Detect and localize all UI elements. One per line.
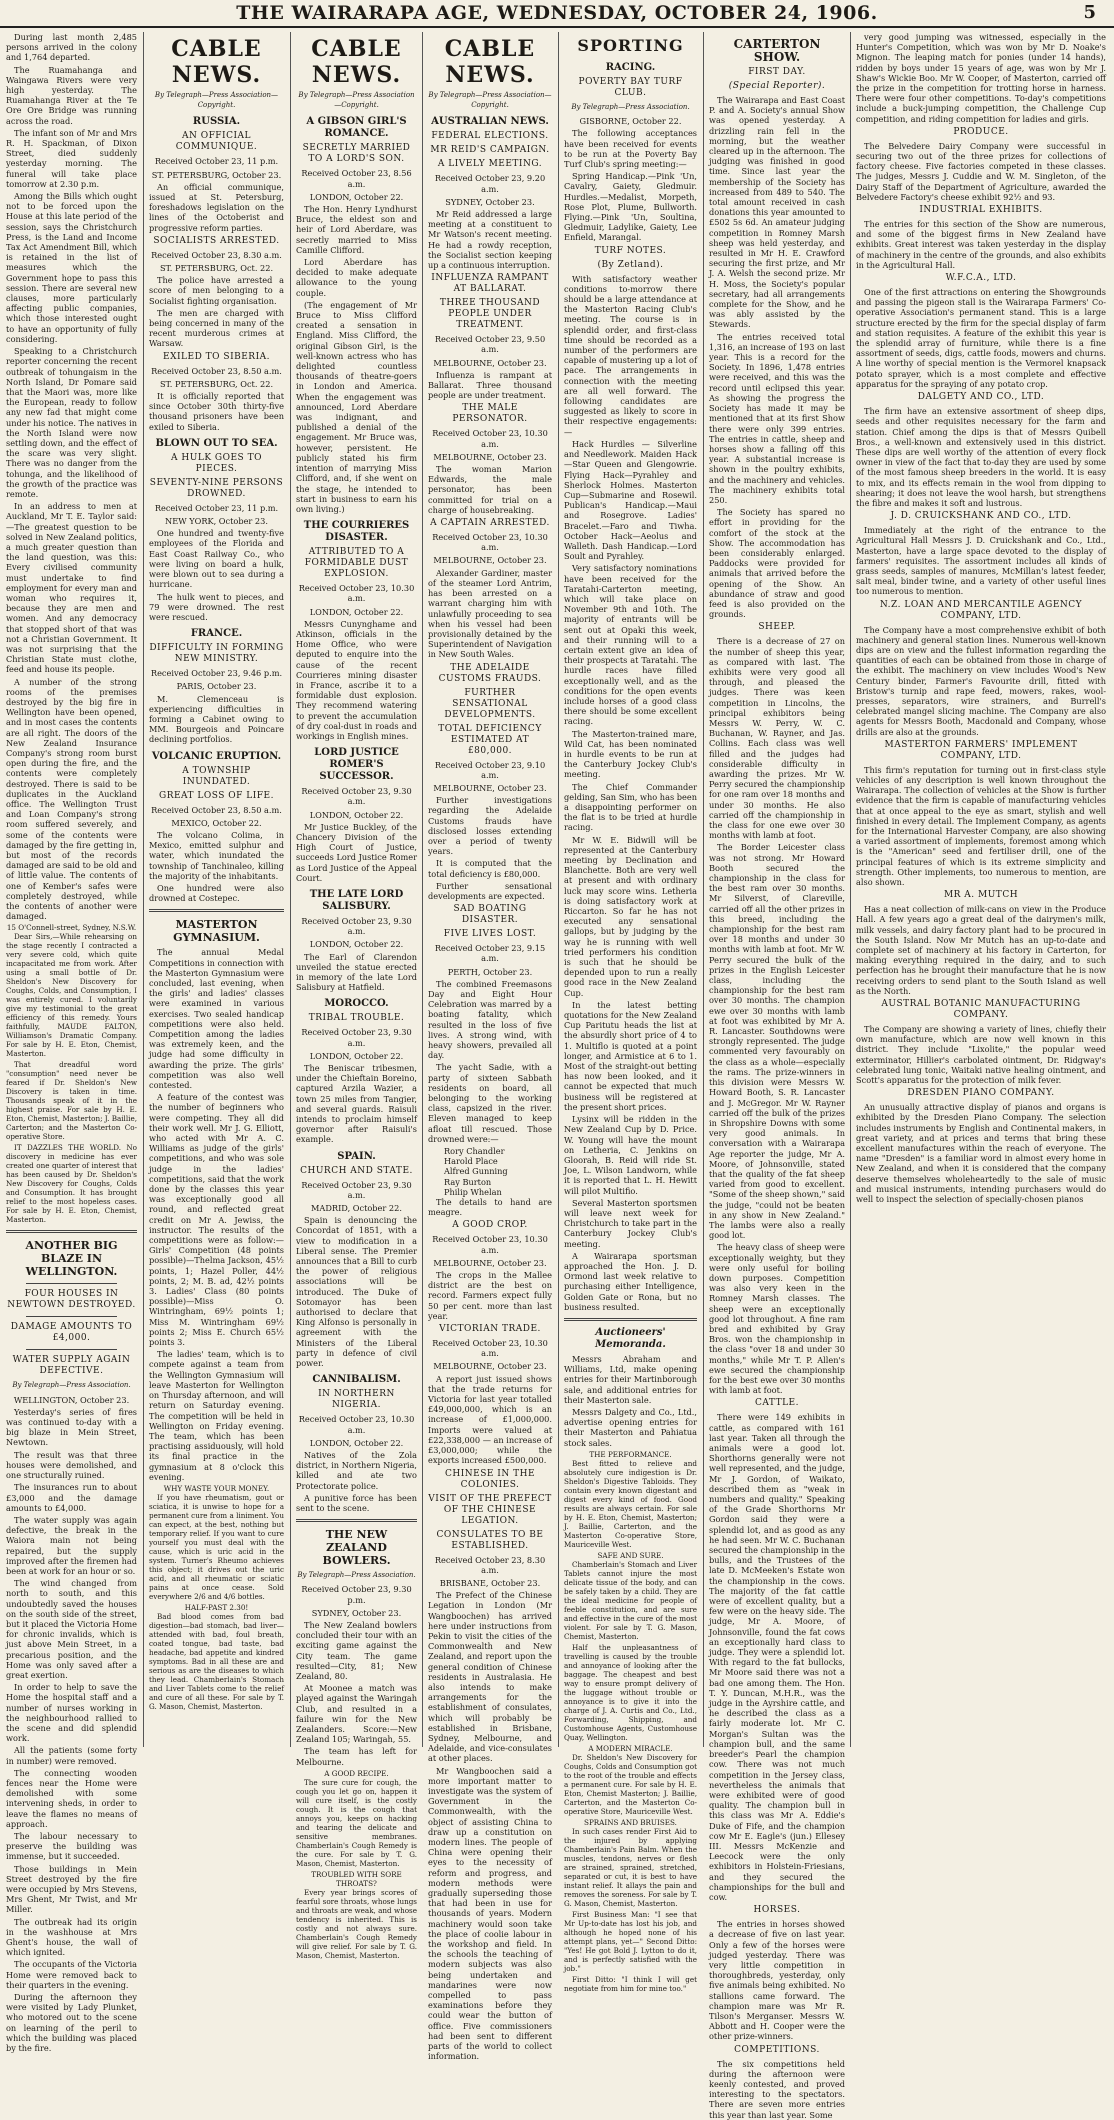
article-subheading: SHEEP. xyxy=(758,622,796,633)
dateline: LONDON, October 22. xyxy=(309,191,404,202)
news-paragraph: The labour necessary to preserve the building was immense, but it succeeded. xyxy=(6,1831,137,1862)
dateline: LONDON, October 22. xyxy=(309,606,404,617)
article-headline: RUSSIA. xyxy=(192,116,241,128)
article-headline: Auctioneers' Memoranda. xyxy=(595,1326,666,1350)
dateline: NEW YORK, October 23. xyxy=(165,516,268,527)
news-paragraph: The entries in horses showed a decrease of five on last year. Only a few of the horses were judged yesterday. There was very little competition in thoroughbreds, yesterday, only five animals being exhibited. No stallions came forward. The champion mare was Mr R. Tilson's Merganser. Messrs W. Abbott and H. Cooper were the other prize-winners. xyxy=(709,1919,845,2042)
dateline: Received October 23, 10.30 a.m. xyxy=(298,583,415,604)
advertisement: First Ditto: "I think I will get negotiate from him for mine too." xyxy=(564,1974,697,1993)
page-number: 5 xyxy=(1083,2,1096,23)
article-subheading: INFLUENZA RAMPANT AT BALLARAT. xyxy=(431,273,549,295)
dateline: Received October 23, 9.30 a.m. xyxy=(301,786,412,807)
news-paragraph: Immediately at the right of the entrance to the Agricultural Hall Messrs J. D. Cruickshank and Co., Ltd., Masterton, have a large space devoted to the display of farmers' requisites. The assortment includes all kinds of grass seeds, samples of manures, McMillan's latest feeder, salt meal, binder twine, and a variety of other useful lines too numerous to mention. xyxy=(856,525,1106,597)
news-paragraph: The water supply was again defective, the break in the Waiora main not being repaired, but the supply improved after the firemen had been at work for an hour or so. xyxy=(6,1514,137,1576)
advertisement: Half the unpleasantness of travelling is caused by the trouble and annoyance of looking after the baggage. The cheapest and best way to ensure prompt delivery of the luggage without trouble or annoyance is to give it into the charge of J. A. Curtis and Co., Ltd., Forwarding, Shipping, and Customhouse Agents, Customhouse Quay, Wellington. xyxy=(564,1642,697,1742)
article-subheading: DALGETY AND CO., LTD. xyxy=(917,392,1045,403)
divider xyxy=(26,1349,117,1350)
column-rule xyxy=(850,32,851,1747)
dateline: Received October 23, 9.30 a.m. xyxy=(301,915,412,937)
news-paragraph: The heavy class of sheep were exceptionally weighty, but they were only useful for boiling down purposes. Competition was also very keen in the Romney Marsh classes. The sheep were an exceptionally good lot throughout. A fine ram bred and exhibited by Gray Bros. won the championship in the class "over 18 and under 30 months," while Mr T. P. Allen's ewe secured the championship for the best ewe over 30 months with lamb at foot. xyxy=(709,1242,845,1396)
list-item: Philip Whelan xyxy=(444,1186,502,1197)
article-headline: THE COURRIERES DISASTER. xyxy=(303,520,410,544)
news-paragraph: It is officially reported that since October 30th thirty-five thousand prisoners have been exiled to Siberia. xyxy=(149,391,284,432)
article-subheading: A GOOD CROP. xyxy=(452,1220,528,1231)
section-header: CABLE NEWS. xyxy=(444,36,536,88)
news-paragraph: Messrs Cunynghame and Atkinson, officials in the Home Office, who were deputed to enquire into the cause of the recent Courrieres mining disaster in France, ascribe it to a formidable dust explosion. They recommend watering to prevent the accumulation of dry coal-dust in roads and workings in English mines. xyxy=(296,618,417,741)
dateline: Received October 23, 9.46 p.m. xyxy=(150,668,283,679)
news-paragraph: The Company are showing a variety of lines, chiefly their own manufacture, which are now well known in this district. They include "Lixolite," the popular weed exterminator, Hillier's carbolated ointment, Dr. Ridgway's celebrated lung tonic, Waitaki native healing ointment, and Scott's apparatus for the protection of milk fever. xyxy=(856,1024,1106,1086)
article-subheading: FIRST DAY. xyxy=(748,67,806,77)
news-paragraph: The entries for this section of the Show are numerous, and some of the biggest firms in New Zealand have exhibits. Great interest was taken yesterday in the display of machinery in the centre of the grounds, and also exhibits in the Agricultural Hall. xyxy=(856,219,1106,270)
divider xyxy=(6,1230,137,1233)
article-headline: THE LATE LORD SALISBURY. xyxy=(309,888,404,912)
list-item: Rory Chandler xyxy=(444,1146,505,1157)
article-subheading: FURTHER SENSATIONAL DEVELOPMENTS. xyxy=(444,687,536,720)
news-paragraph: The Hon. Henry Lyndhurst Bruce, the eldest son and heir of Lord Aberdare, was secretly married to Miss Camille Clifford. xyxy=(296,204,417,255)
news-paragraph: The Belvedere Dairy Company were successful in securing two out of the three prizes for collections of factory cheese. Five factories competed in these classes. The judges, Messrs J. Cuddie and W. M. Singleton, of the Dairy Staff of the Department of Agriculture, awarded the Belvedere Factory's cheese exhibit 92½ and 93. xyxy=(856,140,1106,202)
news-paragraph: The details to hand are meagre. xyxy=(428,1197,552,1218)
article-headline: FRANCE. xyxy=(190,628,243,640)
news-paragraph: There is a decrease of 27 on the number of sheep this year, as compared with last. The exhibits were very good all through, and pleased the judges. There was keen competition in Lincolns, the principal exhibitors being Messrs W. Perry, W. C. Buchanan, W. Rayner, and Jas. Collins. Each class was well filled and the judges had considerable difficulty in awarding the prizes. Mr W. Perry secured the championship for one ram over 18 months and under 30 months. He also carried off the championship in the class for one ewe over 30 months with lamb at foot. xyxy=(709,636,845,841)
column-rule xyxy=(703,32,704,1747)
dateline: PERTH, October 23. xyxy=(447,966,533,977)
dateline: MELBOURNE, October 23. xyxy=(433,451,547,462)
article-subheading: CHURCH AND STATE. xyxy=(300,1165,413,1176)
news-paragraph: Spain is denouncing the Concordat of 1851, with a view to modification in a Liberal sense. The Premier announces that a Bill to curb the power of religious associations will be introduced. The Duke of Sotomayor has been authorised to declare that King Alfonso is personally in agreement with the Ministers of the Liberal party in defence of civil power. xyxy=(296,1215,417,1369)
dateline: Received October 23, 8.56 a.m. xyxy=(301,168,412,189)
column-cable-news-2 xyxy=(296,32,417,1960)
masthead xyxy=(0,0,1114,28)
news-paragraph: At Moonee a match was played against the Waringah Club, and resulted in a failure win for the New Zealanders. Score:—New Zealand 105; Waringah, 55. xyxy=(296,1683,417,1745)
advertisement: First Business Man: "I see that Mr Up-to-date has lost his job, and although he hoped none of his attempt plans, yet—" Second Ditto: "Yes! He got Bold J. Lytton to do it, and is perfectly satisfied with the job." xyxy=(564,1909,697,1973)
column-local-news xyxy=(6,32,138,2054)
news-paragraph: During the afternoon they were visited by Lady Plunket, who motored out to the scene on learning of the peril to which the building was placed by the fire. xyxy=(6,1992,137,2054)
article-subheading: DIFFICULTY IN FORMING NEW MINISTRY. xyxy=(149,643,284,665)
news-paragraph: Mr W. E. Bidwill will be represented at the Canterbury meeting by Declination and Blanchette. Both are very well at present and with ordinary luck may score wins. Letheria is doing satisfactory work at Riccarton. So far he has not executed any sensational gallops, but by judging by the way he is running with well tried performers his condition is such that he should be depended upon to run a really good race in the New Zealand Cup. xyxy=(564,834,697,998)
article-subheading: INDUSTRIAL EXHIBITS. xyxy=(919,205,1043,216)
news-paragraph: Natives of the Zola district, in Northern Nigeria, killed and ate two Protectorate police. xyxy=(296,1449,417,1491)
news-paragraph: The insurances run to about £3,000 and the damage amounts to £4,000. xyxy=(6,1482,137,1513)
news-paragraph: One hundred and twenty-five employees of the Florida and East Coast Railway Co., who were living on board a hulk, were blown out to sea during a hurricane. xyxy=(149,528,284,590)
section-header: CABLE NEWS. xyxy=(171,36,262,88)
news-paragraph: Yesterday's series of fires was continued to-day with a big blaze in Mein Street, Newtown. xyxy=(6,1406,137,1448)
news-paragraph: One hundred were also drowned at Costepec. xyxy=(149,882,284,904)
article-subheading: W.F.C.A., LTD. xyxy=(945,273,1017,284)
dateline: Received October 23, 10.30 a.m. xyxy=(432,1234,548,1255)
article-subheading: AUSTRAL BOTANIC MANUFACTURING COMPANY. xyxy=(881,999,1081,1021)
news-paragraph: The men are charged with being concerned in many of the recent murderous crimes at Warsaw. xyxy=(149,307,284,349)
article-subheading: FEDERAL ELECTIONS. xyxy=(431,131,549,142)
article-subheading: IN NORTHERN NIGERIA. xyxy=(318,1389,395,1411)
article-subheading: J. D. CRUICKSHANK AND CO., LTD. xyxy=(890,511,1072,522)
news-paragraph: All the patients (some forty in number) were removed. xyxy=(6,1745,137,1766)
dateline: Received October 23, 10.30 a.m. xyxy=(298,1414,415,1435)
article-subheading: MASTERTON FARMERS' IMPLEMENT COMPANY, LTD. xyxy=(884,739,1078,761)
news-paragraph: The Earl of Clarendon unveiled the statue erected in memory of the late Lord Salisbury at Hatfield. xyxy=(296,951,417,993)
dateline: BRISBANE, October 23. xyxy=(439,1577,541,1588)
article-subheading: WATER SUPPLY AGAIN DEFECTIVE. xyxy=(12,1355,131,1377)
dateline: MEXICO, October 22. xyxy=(171,817,262,828)
dateline: ST. PETERSBURG, Oct. 22. xyxy=(159,263,274,274)
article-subheading: DAMAGE AMOUNTS TO £4,000. xyxy=(10,1322,133,1344)
column-sporting xyxy=(564,32,697,1993)
article-subheading: A TOWNSHIP INUNDATED. xyxy=(182,765,251,787)
dateline: SYDNEY, October 23. xyxy=(445,196,535,207)
advertisement: If you have rheumatism, gout or sciatica, it is unwise to hope for a permanent cure from a liniment. You can expect, at the best, nothing but temporary relief. If you want to cure yourself you must deal with the cause, which is uric acid in the system. Turner's Rheumo achieves this object; it drives out the uric acid, and all rheumatic or sciatic pains at once cease. Sold everywhere 2/6 and 4/6 bottles. xyxy=(149,1492,284,1601)
article-subheading: THREE THOUSAND PEOPLE UNDER TREATMENT. xyxy=(439,298,541,331)
column-rule xyxy=(422,32,423,1747)
article-subheading: FIVE LIVES LOST. xyxy=(443,929,537,940)
news-paragraph: In the latest betting quotations for the New Zealand Cup Paritutu heads the list at the absurdly short price of 4 to 1. Multiflo is quoted at a point longer, and Armistice at 6 to 1. Most of the straight-out betting has now been looked, and it cannot be expected that much business will be registered at the present short prices. xyxy=(564,999,697,1112)
news-paragraph: The six competitions held during the afternoon were keenly contested, and proved interesting to the spectators. There are seven more entries this year than last year. Some xyxy=(709,2058,845,2120)
news-paragraph: The annual Medal Competitions in connection with the Masterton Gymnasium were concluded, last evening, when the girls' and ladies' classes were examined in various exercises. Two sealed handicap competitions were also held. Competition among the ladies was extremely keen, and the judge had some difficulty in awarding the prize. The girls' competition was also well contested. xyxy=(149,947,284,1090)
news-paragraph: Mr Wangboochen said a more important matter to investigate was the system of Government in the Commonwealth, with the object of assisting China to draw up a constitution on modern lines. The people of China were opening their eyes to the necessity of reform and progress, and modern methods were gradually superseding those that had been in use for thousands of years. Modern machinery would soon take the place of coolie labour in the workshop and field. In the schools the teaching of modern subjects was also being undertaken and mandarines were now compelled to pass examinations before they could wear the button of office. Five commissioners had been sent to different parts of the world to collect information. xyxy=(428,1765,552,2062)
divider xyxy=(26,1316,117,1317)
section-header: CABLE NEWS. xyxy=(311,36,402,88)
dateline: PARIS, October 23. xyxy=(176,681,257,692)
article-headline: VOLCANIC ERUPTION. xyxy=(151,750,282,762)
article-headline: SPAIN. xyxy=(337,1150,376,1162)
dateline: LONDON, October 22. xyxy=(309,1050,404,1061)
dateline: GISBORNE, October 22. xyxy=(579,116,682,127)
advertisement: In such cases render First Aid to the injured by applying Chamberlain's Pain Balm. When the muscles, tendons, nerves or flesh are strained, sprained, stretched, separated or cut, it is best to have instant relief. It allays the pain and removes the soreness. For sale by T. G. Mason, Chemist, Masterton. xyxy=(564,1826,697,1908)
news-paragraph: The connecting wooden fences near the Home were demolished with some intervening sheds, in order to leave the flames no means of approach. xyxy=(6,1767,137,1829)
news-paragraph: A punitive force has been sent to the scene. xyxy=(296,1492,417,1513)
dateline: Received October 23, 11 p.m. xyxy=(154,502,279,513)
divider xyxy=(149,909,284,912)
news-paragraph: Further sensational developments are expected. xyxy=(428,880,552,901)
news-paragraph: The infant son of Mr and Mrs R. H. Spackman, of Dixon Street, died suddenly yesterday morning. The funeral will take place tomorrow at 2.30 p.m. xyxy=(6,127,137,189)
news-paragraph: The entries received total 1,316, an increase of 193 on last year. This is a record for the Society. In 1896, 1,478 entries were received, and this was the record until eclipsed this year. As showing the progress the Society has made it may be mentioned that at its first Show there were only 399 entries. The entries in cattle, sheep and horses show a falling off this year. A substantial increase is shown in the poultry exhibits, and the machinery and vehicles. The machinery exhibits total 250. xyxy=(709,331,845,505)
news-paragraph: The result was that three houses were demolished, and one structurally ruined. xyxy=(6,1449,137,1481)
article-subheading: EXILED TO SIBERIA. xyxy=(163,351,270,362)
dateline: MELBOURNE, October 23. xyxy=(433,1361,547,1372)
news-paragraph: It is computed that the total deficiency is £80,000. xyxy=(428,858,552,879)
advertisement: Every year brings scores of fearful sore throats, whose lungs and throats are weak, and whose tendency is inherited. This is costly and not always sure. Chamberlain's Cough Remedy will give relief. For sale by T. G. Mason, Chemist, Masterton. xyxy=(296,1887,417,1960)
news-paragraph: An official communique, issued at St. Petersburg, foreshadows legislation on the lines of the Octoberist and progressive reform parties. xyxy=(149,181,284,233)
article-subheading: CHINESE IN THE COLONIES. xyxy=(444,1468,536,1490)
news-paragraph: A report just issued shows that the trade returns for Victoria for last year totalled £49,000,000, which is an increase of £1,000,000. Imports were valued at £22,338,000 — an increase of £3,000,000; while the exports increased £500,000. xyxy=(428,1373,552,1466)
dateline: Received October 23, 10.30 a.m. xyxy=(432,1338,548,1359)
byline: By Telegraph—Press Association—Copyright. xyxy=(298,91,415,110)
article-subheading: CATTLE. xyxy=(755,1398,799,1409)
newspaper-title: THE WAIRARAPA AGE, WEDNESDAY, OCTOBER 24, 1906. xyxy=(236,2,878,24)
byline: By Telegraph—Press Association—Copyright. xyxy=(428,91,552,110)
advertisement: Dear Sirs,—While rehearsing on the stage recently I contracted a very severe cold, which quite incapacitated me from work. After using a small bottle of Dr. Sheldon's New Discovery for Coughs, Colds, and Consumption, I was entirely cured. I voluntarily give my testimonial to the great efficiency of this remedy. Yours faithfully, MAUDE FALTON, Williamson's Dramatic Company. For sale by H. E. Eton, Chemist, Masterton. xyxy=(6,932,137,1059)
news-paragraph: The police have arrested a score of men belonging to a Socialist fighting organisation. xyxy=(149,275,284,306)
news-paragraph: Those buildings in Mein Street destroyed by the fire were occupied by Mrs Stevens, Mrs Ghent, Mr Twist, and Mr Miller. xyxy=(6,1863,137,1915)
news-paragraph: Speaking to a Christchurch reporter concerning the recent outbreak of tohungaism in the North Island, Dr Pomare said that the Maori was, more like the European, ready to follow any new fad that might come under his notice. The natives in the North Island were now settling down, and the effect of the scare was very slight. There was no danger from the tohunga, and the likelihood of the growth of the practice was remote. xyxy=(6,346,138,499)
byline: By Telegraph—Press Association. xyxy=(571,103,690,111)
article-headline: CARTERTON SHOW. xyxy=(733,37,821,64)
news-paragraph: The Company have a most comprehensive exhibit of both machinery and general station lines. Numerous well-known dips are on view and the fullest information regarding the quantities of each can be obtained from those in charge of the exhibit. The machinery on view includes Wood's New Century binder, Farmer's Favourite drill, fitted with Bristow's turnip and rape feed, mowers, rakes, wool-presses, separators, wire strainers, and Burrell's celebrated mangel slicing machine. The Company are also agents for Messrs Booth, Macdonald and Company, whose drills are also at the grounds. xyxy=(856,624,1106,737)
news-paragraph: The occupants of the Victoria Home were removed back to their quarters in the evening. xyxy=(6,1959,137,1990)
news-paragraph: Alexander Gardiner, master of the steamer Lord Antrim, has been arrested on a warrant charging him with unlawfully proceeding to sea when his vessel had been provisionally detained by the Superintendent of Navigation in New South Wales. xyxy=(428,567,552,660)
article-headline: RACING. xyxy=(605,62,656,73)
ad-heading: SAFE AND SURE. xyxy=(597,1550,664,1560)
article-headline: AUSTRALIAN NEWS. xyxy=(431,116,549,128)
byline: By Telegraph—Press Association. xyxy=(297,1571,416,1580)
dateline: MADRID, October 22. xyxy=(311,1203,402,1214)
dateline: WELLINGTON, October 23. xyxy=(13,1394,130,1405)
news-paragraph: Mr Justice Buckley, of the Chancery Division of the High Court of Justice, succeeds Lord Justice Romer as Lord Justice of the Appeal Court. xyxy=(296,821,417,883)
news-paragraph: Very satisfactory nominations have been received for the Taratahi-Carterton meeting, which will take place on November 9th and 10th. The majority of entrants will be sent out at Opaki this week, and their running will to a certain extent give an idea of their prospects at Taratahi. The hurdle races have filled exceptionally well, and as the conditions for the open events include horses of a good class there should be some excellent racing. xyxy=(564,563,697,727)
ad-heading: SPRAINS AND BRUISES. xyxy=(584,1817,677,1827)
divider xyxy=(296,1519,417,1522)
news-paragraph: In order to help to save the Home the hospital staff and a number of nurses working in the neighbourhood rallied to the scene and did splendid work. xyxy=(6,1682,137,1744)
news-paragraph: The Chief Commander gelding, San Sim, who has been a disappointing performer on the flat is to be tried at hurdle racing. xyxy=(564,781,697,833)
advertisement: Best fitted to relieve and absolutely cure indigestion is Dr. Sheldon's Digestive Tabloids. They contain every known digestant and digest every kind of food. Good results are always certain. For sale by H. E. Eton, Chemist, Masterton; J. Baillie, Carterton, and the Masterton Co-operative Store, Mauriceville West. xyxy=(564,1458,697,1549)
section-header: SPORTING xyxy=(577,36,684,55)
article-subheading: TOTAL DEFICIENCY ESTIMATED AT £80,000. xyxy=(438,723,542,756)
article-subheading: DRESDEN PIANO COMPANY. xyxy=(907,1088,1055,1099)
list-item: Alfred Gunning xyxy=(444,1166,508,1177)
article-subheading: SOCIALISTS ARRESTED. xyxy=(153,235,280,246)
divider xyxy=(564,1318,697,1321)
article-subheading: SAD BOATING DISASTER. xyxy=(453,904,527,926)
news-paragraph: During last month 2,485 persons arrived in the colony and 1,764 departed. xyxy=(6,32,137,63)
news-paragraph: The woman Marion Edwards, the male personator, has been committed for trial on a charge of housebreaking. xyxy=(428,464,552,515)
dateline: Received October 23, 9.15 a.m. xyxy=(434,943,546,964)
news-paragraph: The Ruamahanga and Waingawa Rivers were very high yesterday. The Ruamahanga River at the Te Ore Ore Bridge was running across the road. xyxy=(6,64,137,126)
news-paragraph: Further investigations regarding the Adelaide Customs frauds have disclosed losses extending over a period of twenty years. xyxy=(428,795,552,857)
news-paragraph: The volcano Colima, in Mexico, emitted sulphur and water, which inundated the township of Tanchinaleo, killing the majority of the inhabitants. xyxy=(149,829,284,881)
dateline: MELBOURNE, October 23. xyxy=(433,1257,547,1268)
dateline: SYDNEY, October 23. xyxy=(311,1607,402,1618)
article-headline: MASTERTON GYMNASIUM. xyxy=(173,918,260,945)
victims-list xyxy=(428,1146,552,1197)
column-carterton-show xyxy=(709,32,845,2120)
dateline: Received October 23, 9.20 a.m. xyxy=(434,173,546,194)
article-subheading: FOUR HOUSES IN NEWTOWN DESTROYED. xyxy=(7,1289,136,1311)
news-paragraph: In an address to men at Auckland, Mr T. E. Taylor said:—The greatest question to be solved in New Zealand politics, a much greater question than the land question, was this: Every civilised community must undertake to find employment for every man and woman who requires it, because they are men and women. And any democracy that stopped short of that was not a Christian Government. It was not surprising that the Christian State must clothe, feed and house its people. xyxy=(6,501,137,675)
column-rule xyxy=(143,32,144,1747)
news-paragraph: The hulk went to pieces, and 79 were drowned. The rest were rescued. xyxy=(149,591,284,622)
ad-heading: A GOOD RECIPE. xyxy=(324,1768,389,1778)
article-subheading: (Special Reporter). xyxy=(728,81,826,91)
dateline: Received October 23, 9.30 p.m. xyxy=(301,1584,412,1605)
dateline: MELBOURNE, October 23. xyxy=(433,555,547,566)
news-paragraph: Mr Reid addressed a large meeting at a constituent to Mr Watson's recent meeting. He had a rowdy reception, the Socialist section keeping up a continuous interruption. xyxy=(428,209,552,271)
ad-heading: WHY WASTE YOUR MONEY. xyxy=(163,1483,270,1493)
article-headline: THE NEW ZEALAND BOWLERS. xyxy=(322,1528,391,1568)
dateline: Received October 23, 11 p.m. xyxy=(154,156,279,167)
article-subheading: THE MALE PERSONATOR. xyxy=(452,403,528,425)
news-paragraph: The Beniscar tribesmen, under the Chieftain Boreino, captured Arzila Wazier, a town 25 miles from Tangier, and several guards. Raisuli intends to proclaim himself governor after Raisuli's example. xyxy=(296,1063,417,1145)
column-rule xyxy=(290,32,291,1747)
article-subheading: GREAT LOSS OF LIFE. xyxy=(159,790,274,801)
article-subheading: VICTORIAN TRADE. xyxy=(439,1324,541,1335)
article-subheading: COMPETITIONS. xyxy=(734,2044,820,2055)
column-show-continued xyxy=(856,32,1106,1747)
list-item: Harold Place xyxy=(444,1156,498,1167)
column-cable-news-3 xyxy=(428,32,552,2062)
article-subheading: AN OFFICIAL COMMUNIQUE. xyxy=(175,131,258,153)
dateline: LONDON, October 22. xyxy=(309,809,404,820)
article-subheading: ATTRIBUTED TO A FORMIDABLE DUST EXPLOSION. xyxy=(304,547,409,580)
advertisement: That dreadful word "consumption" need never be feared if Dr. Sheldon's New Discovery is taken in time. Thousands speak of it in the highest praise. For sale by H. E. Eton, Chemist, Masterton; J. Baillie, Carterton; and the Masterton Co-operative Store. xyxy=(6,1060,137,1142)
news-paragraph: The combined Freemasons Day and Eight Hour Celebration was marred by a boating fatality, which resulted in the loss of five lives. A strong wind, with heavy showers, prevailed all day. xyxy=(428,978,552,1061)
news-paragraph: This firm's reputation for turning out in first-class style vehicles of any description is well known throughout the Wairarapa. The collection of vehicles at the Show is further evidence that the firm is capable of manufacturing vehicles that at once appeal to the eye as smart, stylish and well finished in every detail. The Implement Company, as agents for the International Harvester Company, are also showing a varied assortment of implements, foremost among which is the "American" seed and fertiliser drill, one of the principal features of which is its extreme simplicity and strength. Other implements, too numerous to mention, are also shown. xyxy=(856,764,1106,888)
article-subheading: (By Zetland). xyxy=(597,259,664,270)
article-subheading: MR A. MUTCH xyxy=(943,890,1019,901)
news-paragraph: There were 149 exhibits in cattle, as compared with 161 last year. Taken all through the animals were a good lot. Shorthorns generally were not well represented, and the judge, Mr J. Gordon, of Waikato, described them as "weak in numbers and quality." Speaking of the Grade Shorthorns Mr Gordon said they were a splendid lot, and as good as any he had seen. Mr W. C. Buchanan secured the championship in the bulls, and the Trustees of the late D. McMeeken's Estate won the championship in the cows. The majority of the fat cattle were of excellent quality, but a few were on the heavy side. The judge, Mr A. Moore, of Johnsonville, found the fat cows an exceptionally hard class to judge. They were a splendid lot. With regard to the fat bullocks, Mr Moore said there was not a bad one among them. The Hon. T. Y. Duncan, M.H.R., was the judge in the Ayrshire cattle, and he described the class as a fairly moderate lot. Mr C. Morgan's Sultan was the champion bull, and the same breeder's Pearl the champion cow. There was not much competition in the Jersey class, nevertheless the animals that were exhibited were of good quality. The champion bull in this class was Mr A. Eddie's Duke of Fife, and the champion cow Mr E. Eagle's (jun.) Ellesey III. Messrs McKenzie and Leecock were the only exhibitors in Holstein-Friesians, and they secured the championships for the bull and cow. xyxy=(709,1412,845,1902)
article-headline: MOROCCO. xyxy=(324,998,389,1010)
article-subheading: PRODUCE. xyxy=(953,126,1009,137)
news-paragraph: Messrs Dalgety and Co., Ltd., advertise opening entries for their Masterton and Pahiatua stock sales. xyxy=(564,1406,697,1448)
dateline: ST. PETERSBURG, Oct. 22. xyxy=(159,378,274,389)
news-paragraph: A Wairarapa sportsman approached the Hon. J. D. Ormond last week relative to purchasing either Intelligence, Golden Gate or Rona, but no business resulted. xyxy=(564,1250,697,1312)
article-headline: A GIBSON GIRL'S ROMANCE. xyxy=(306,116,407,140)
news-paragraph: Lysinx will be ridden in the New Zealand Cup by D. Price. W. Young will have the mount on Letheria, C. Jenkins on Gloorah, B. Reid will ride St. Joe, L. Wilson Landworn, while it is reported that L. H. Hewitt will pilot Multifio. xyxy=(564,1114,697,1196)
article-subheading: MR REID'S CAMPAIGN. xyxy=(430,145,550,156)
news-paragraph: Hack Hurdles — Silverline and Needlework. Maiden Hack—Star Queen and Glengowrie. Flying Hack—Pyrahley and Sherlock Holmes. Masterton Cup—Submarine and Rosewil. Publican's Handicap.—Maui and Rosegrove. Ladies' Bracelet.—Faro and Tiwha. October Hack—Aeolus and Walleth. Dash Handicap.—Lord Soult and Pyrahley. xyxy=(564,438,697,562)
news-paragraph: very good jumping was witnessed, especially in the Hunter's Competition, which was won by Mr D. Noake's Mignon. The leaping match for ponies (under 14 hands), ridden by boys under 15 years of age, was won by Mr J. Shaw's Wickie Boo. Mr W. Cooper, of Masterton, carried off the prize in the competition for trotting horse in harness. There were four other competitions. To-day's competitions include a buck-jumping competition, the Challenge Cup competition, and riding competition for ladies and girls. xyxy=(856,32,1106,124)
news-paragraph: The Prefect of the Chinese Legation in London (Mr Wangboochen) has arrived here under instructions from Pekin to visit the cities of the Commonwealth and New Zealand, and report upon the general condition of Chinese residents in Australasia. He also intends to make arrangements for the establishment of consulates, which will probably be established in Brisbane, Sydney, Melbourne, and Adelaide, and vice-consulates at other places. xyxy=(428,1590,552,1764)
dateline: Received October 23, 8.50 a.m. xyxy=(151,804,282,815)
news-paragraph: Spring Handicap.—Pink 'Un, Cavalry, Gaiety, Gledmuir. Hurdles.—Medalist, Morpeth, Rose Plot, Plume, Bullworth. Flying.—Pink 'Un, Soultina, Gledmuir, Ladylike, Gaiety, Lee Enfield, Marangal. xyxy=(564,171,697,243)
dateline: MELBOURNE, October 23. xyxy=(433,357,547,368)
dateline: Received October 23, 10.30 a.m. xyxy=(432,532,548,553)
advertisement: Chamberlain's Stomach and Liver Tablets cannot injure the most delicate tissue of the body, and can be safely taken by a child. They are the ideal medicine for people of feeble constitution, and are sure and effective in the cure of the most violent. For sale by T. G. Mason, Chemist, Masterton. xyxy=(564,1559,697,1641)
dateline: Received October 23, 9.30 a.m. xyxy=(301,1027,412,1048)
dateline: LONDON, October 22. xyxy=(309,939,404,950)
dateline: LONDON, October 22. xyxy=(309,1437,404,1448)
news-paragraph: The wind changed from north to south, and this undoubtedly saved the houses on the south side of the street, but it placed the Victoria Home for chronic invalids, which is just above Mein Street, in a precarious position, and the Home was only saved after a great exertion. xyxy=(6,1578,137,1680)
advertisement: IT DAZZLES THE WORLD. No discovery in medicine has ever created one quarter of interest that has been caused by Dr. Sheldon's New Discovery for Coughs, Colds and Consumption. It has brought relief to the most hopeless cases. For sale by H. E. Eton, Chemist, Masterton. xyxy=(6,1143,137,1225)
dateline: Received October 23, 9.30 a.m. xyxy=(301,1179,412,1200)
dateline: ST. PETERSBURG, October 23. xyxy=(151,169,282,180)
news-paragraph: The Border Leicester class was not strong. Mr Howard Booth secured the championship in the class for the best ram over 30 months. Mr Silverst, of Clareville, carried off all the other prizes in this breed, including the championship for the best ram over 18 months and under 30 months with lamb at foot. Mr W. Perry secured the bulk of the prizes in the English Leicester class, including the championship for the best ram over 30 months. The champion ewe over 30 months with lamb at foot was exhibited by Mr A. R. Lancaster. Southdowns were strongly represented. The judge commented very favourably on the class as a whole—especially the rams. The prize-winners in this division were Messrs W. Howard Booth, S. R. Lancaster and J. McGregor. Mr W. Rayner carried off the bulk of the prizes in Shropshire Downs with some very good animals. In conversation with a Wairarapa Age reporter the judge, Mr A. Moore, of Johnsonville, stated that the quality of the fat sheep varied from good to excellent. "Some of the sheep shown," said the judge, "could not be beaten in any show in New Zealand." The lambs were also a really good lot. xyxy=(709,842,845,1241)
news-paragraph: M. Clemenceau is experiencing difficulties in forming a Cabinet owing to MM. Bourgeois and Poincare declining portfolios. xyxy=(149,693,284,745)
ad-heading: TROUBLED WITH SORE THROATS? xyxy=(311,1869,402,1888)
byline: By Telegraph—Press Association—Copyright. xyxy=(154,91,279,110)
dateline: Received October 23, 8.30 a.m. xyxy=(151,249,282,260)
article-subheading: TRIBAL TROUBLE. xyxy=(308,1013,405,1024)
advertisement: Dr. Sheldon's New Discovery for Coughs, Colds and Consumption got to the root of the trouble and effects a permanent cure. For sale by H. E. Eton, Chemist Masterton; J. Baillie, Carterton, and the Masterton Co-operative Store, Mauriceville West. xyxy=(564,1752,697,1816)
article-subheading: THE ADELAIDE CUSTOMS FRAUDS. xyxy=(438,662,542,684)
article-headline: BLOWN OUT TO SEA. xyxy=(155,437,278,449)
article-subheading: SECRETLY MARRIED TO A LORD'S SON. xyxy=(302,143,411,165)
byline: By Telegraph—Press Association. xyxy=(12,1381,131,1390)
news-paragraph: Lord Aberdare has decided to make adequate allowance to the young couple. xyxy=(296,257,417,298)
article-subheading: A HULK GOES TO PIECES. xyxy=(171,452,262,474)
news-paragraph: With satisfactory weather conditions to-morrow there should be a large attendance at the Masterton Racing Club's meeting. The course is in splendid order, and first-class time should be recorded as a number of the performers are capable of mustering up a lot of pace. The arrangements in connection with the meeting are all well forward. The following candidates are suggested as likely to score in their respective engagements:— xyxy=(564,273,697,437)
news-paragraph: (The engagement of Mr Bruce to Miss Clifford created a sensation in England. Miss Clifford, the original Gibson Girl, is the well-known actress who has delighted countless thousands of theatre-goers in London and America. When the engagement was announced, Lord Aberdare was indignant, and published a denial of the engagement. Mr Bruce was, however, persistent. He publicly stated his firm intention of marrying Miss Clifford, and, if she went on the stage, he intended to start in business to earn his own living.) xyxy=(296,299,417,514)
article-headline: LORD JUSTICE ROMER'S SUCCESSOR. xyxy=(314,747,399,783)
ad-heading: A MODERN MIRACLE. xyxy=(588,1743,673,1753)
dateline: Received October 23, 9.10 a.m. xyxy=(434,759,546,780)
column-cable-news-1 xyxy=(149,32,284,1747)
ad-heading: HALF-PAST 2.30! xyxy=(184,1602,249,1612)
news-paragraph: The ladies' team, which is to compete against a team from the Wellington Gymnasium will leave Masterton for Wellington on Thursday afternoon, and will return on Saturday evening. The competition will be held in Wellington on Friday evening. The team, which has been practising assiduously, will hold its final practice in the gymnasium at 8 o'clock this evening. xyxy=(149,1349,284,1482)
news-paragraph: Has a neat collection of milk-cans on view in the Produce Hall. A few years ago a great deal of the dairymen's milk, milk vessels, and dairy factory plant had to be procured in the South Island. Now Mr Mutch has an up-to-date and complete set of machinery at his factory in Carterton, for making everything required in the dairy, and to such perfection has he brought their manufacture that he is now receiving orders to send plant to the South Island as well as the North. xyxy=(856,904,1106,996)
news-paragraph: Influenza is rampant at Ballarat. Three thousand people are under treatment. xyxy=(428,369,552,401)
article-subheading: A CAPTAIN ARRESTED. xyxy=(430,518,550,529)
news-paragraph: A feature of the contest was the number of beginners who were competing. They all did their work well. Mr J. G. Elliott, who acted with Mr A. C. Williams as judge of the girls' competitions, and who was sole judge in the ladies' competitions, said that the work done by the classes this year was exceptionally good all round, and reflected great credit on Mr A. Jewiss, the instructor. The results of the competitions were as follow:—Girls' Competition (48 points possible)—Thelma Jackson, 45½ points, 1; Hazel Poller, 44½ points, 2; M. B. ad, 42½ points 3. Ladies' Class (80 points possible)—Miss O. Wintringham, 69½ points 1; Miss M. Wintringham 69½ points 2; Miss E. Church 65½ points 3. xyxy=(149,1092,284,1348)
news-paragraph: The firm have an extensive assortment of sheep dips, seeds and other requisites necessary for the farm and station. Chief among the dips is that of Messrs Quibell Bros., a well-known and extensively used in this district. These dips are well worthy of the attention of every flock owner in view of the fact that to-day they are used by some of the most famous sheep breeders in the world. It is easy to mix, and its effects remain in the wool from dipping to shearing; it does not leave the wool harsh, but strengthens the fibre and makes it soft and lustrous. xyxy=(856,406,1106,508)
divider xyxy=(26,1283,117,1284)
news-paragraph: Several Masterton sportsmen will leave next week for Christchurch to take part in the Canterbury Jockey Club's meeting. xyxy=(564,1197,697,1249)
article-subheading: A LIVELY MEETING. xyxy=(437,159,543,170)
advertisement: The sure cure for cough, the cough you let go on, happen it will cure itself, is the costly cough. It is the cough that annoys you, keeps on hacking and tearing the delicate and sensitive membranes. Chamberlain's Cough Remedy is the cure. For sale by T. G. Mason, Chemist, Masterton. xyxy=(296,1777,417,1868)
article-subheading: TURF NOTES. xyxy=(594,245,667,256)
article-headline: CANNIBALISM. xyxy=(312,1374,401,1386)
article-subheading: SEVENTY-NINE PERSONS DROWNED. xyxy=(149,477,284,499)
news-paragraph: The following acceptances have been received for events to be run at the Poverty Bay Turf Club's spring meeting:— xyxy=(564,128,697,170)
article-subheading: POVERTY BAY TURF CLUB. xyxy=(578,77,683,98)
news-paragraph: Among the Bills which ought not to be forced upon the House at this late period of the session, says the Christchurch Press, is the Land and Income Tax Act Amendment Bill, which is retained in the list of measures which the Government hope to pass this session. There are several new clauses, more particularly affecting public companies, which those interested ought to have an opportunity of fully considering. xyxy=(6,191,137,344)
column-rule xyxy=(558,32,559,1747)
advertisement: Bad blood comes from bad digestion—bad stomach, bad liver—attended with bad, foul breath, coated tongue, bad taste, bad headache, bad appetite and kindred symptoms. Bad in all these are and serious as are the diseases to which they lead. Chamberlain's Stomach and Liver Tablets come to the relief and cure of all these. For sale by T. G. Mason, Chemist, Masterton. xyxy=(149,1611,284,1711)
article-subheading: HORSES. xyxy=(753,1905,801,1916)
news-paragraph: An unusually attractive display of pianos and organs is exhibited by the Dresden Piano Company. The selection includes instruments by English and Continental makers, in great variety, and at prices and terms that bring these excellent manufactures within the reach of everyone. The name "Dresden" is a familiar word in almost every home in New Zealand, and when it is considered that the company deserve themselves wholeheartedly to the sale of music and musical instruments, intending purchasers would do well to inspect the selection of specially-chosen pianos xyxy=(856,1102,1106,1205)
ad-heading: THE PERFORMANCE. xyxy=(589,1449,672,1459)
news-paragraph: One of the first attractions on entering the Showgrounds and passing the pigeon stall is the Wairarapa Farmers' Co-operative Association's permanent stand. This is a large structure erected by the firm for the special display of farm and station requisites. A feature of the exhibit this year is the splendid array of furniture, while there is a fine assortment of seeds, digs, cattle foods, mowers and churns. A line worthy of special mention is the Vermorel knapsack potato sprayer, which is a most complete and effective apparatus for the spraying of any potato crop. xyxy=(856,287,1106,389)
dateline: Received October 23, 8.30 a.m. xyxy=(434,1554,546,1575)
dateline: Received October 23, 9.50 a.m. xyxy=(434,334,546,355)
dateline: Received October 23, 10.30 a.m. xyxy=(432,428,548,449)
dateline: MELBOURNE, October 23. xyxy=(433,782,547,793)
list-item: Ray Burton xyxy=(444,1176,492,1187)
article-subheading: N.Z. LOAN AND MERCANTILE AGENCY COMPANY, LTD. xyxy=(879,599,1083,621)
news-paragraph: A number of the strong rooms of the premises destroyed by the big fire in Wellington have been opened, and in most cases the contents are all right. The doors of the New Zealand Insurance Company's strong room burst open during the fire, and the contents were completely destroyed. There is said to be duplicates in the Auckland office. The Wellington Trust and Loan Company's strong room suffered severely, and some of the contents were damaged by the fire getting in, but most of the records damaged are said to be old and of little value. The contents of one of Kember's safes were completely destroyed, while the contents of another were damaged. xyxy=(6,676,137,922)
news-paragraph: The team has left for Melbourne. xyxy=(296,1746,417,1767)
news-paragraph: The crops in the Mallee district are the best on record. Farmers expect fully 50 per cent. more than last year. xyxy=(428,1270,552,1321)
ad-heading: 15 O'Connell-street, Sydney, N.S.W. xyxy=(6,923,137,933)
dateline: Received October 23, 8.50 a.m. xyxy=(151,365,282,376)
news-paragraph: The outbreak had its origin in the washhouse at Mrs Ghent's house, the wall of which ignited. xyxy=(6,1916,137,1958)
news-paragraph: The Wairarapa and East Coast P. and A. Society's annual Show was opened yesterday. A drizzling rain fell in the morning, but the weather cleared up in the afternoon. The judging was finished in good time. Since last year the membership of the Society has increased from 489 to 540. The total amount received in cash donations this year amounted to £502 5s 6d. An amateur judging competition in Romney Marsh sheep was held yesterday, and resulted in Mr H. E. Crawford securing the first prize, and Mr J. A. Welsh the second prize. Mr H. Moss, the Society's popular secretary, had all arrangements complete for the Show, and he was ably assisted by the Stewards. xyxy=(709,95,845,330)
news-paragraph: The New Zealand bowlers concluded their tour with an exciting game against the City team. The game resulted—City, 81; New Zealand, 80. xyxy=(296,1619,417,1681)
news-paragraph: The yacht Sadie, with a party of sixteen Sabbath residents on board, all belonging to the working class, capsized in the river. Eleven managed to keep afloat till rescued. Those drowned were:— xyxy=(428,1062,552,1144)
article-subheading: VISIT OF THE PREFECT OF THE CHINESE LEGATION. xyxy=(428,1493,552,1526)
news-paragraph: The Society has spared no effort in providing for the comfort of the stock at the Show. The accommodation has been considerably enlarged. Paddocks were provided for animals that arrived before the opening of the Show. An abundance of straw and good feed is also provided on the grounds. xyxy=(709,507,845,620)
article-headline: ANOTHER BIG BLAZE IN WELLINGTON. xyxy=(25,1239,118,1279)
news-paragraph: Messrs Abraham and Williams, Ltd, make opening entries for their Martinborough sale, and additional entries for their Masterton sale. xyxy=(564,1353,697,1405)
news-paragraph: The Masterton-trained mare, Wild Cat, has been nominated in hurdle events to be run at the Canterbury Jockey Club's meeting. xyxy=(564,728,697,780)
article-subheading: CONSULATES TO BE ESTABLISHED. xyxy=(436,1529,544,1551)
